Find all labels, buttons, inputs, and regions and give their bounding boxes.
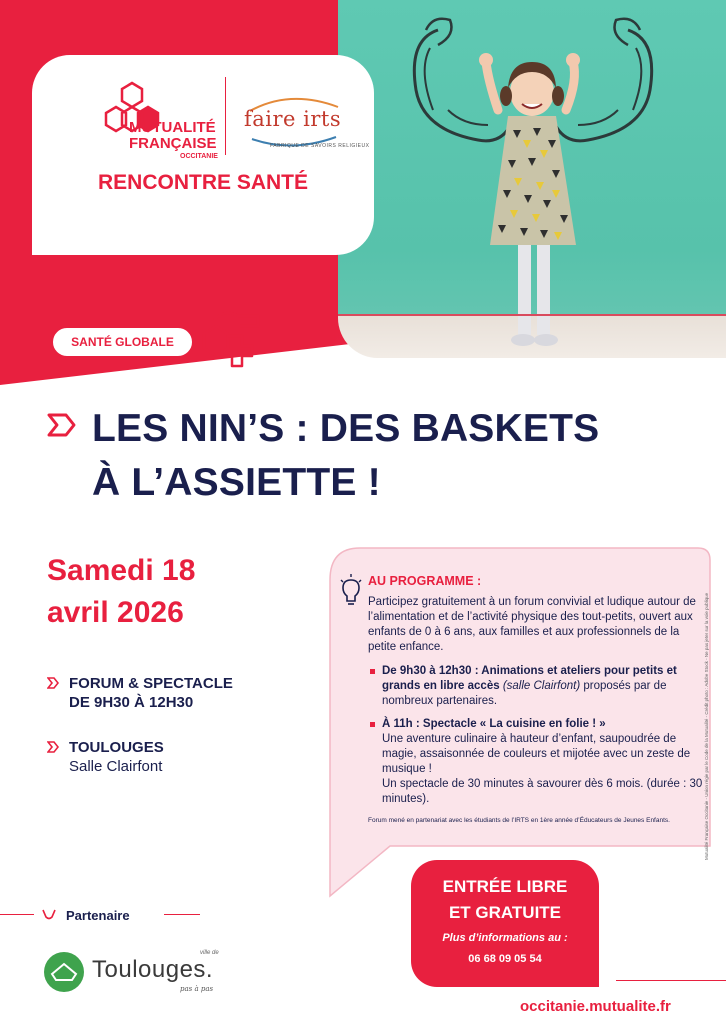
chevron-right-icon [47, 677, 59, 689]
partner-logo-text: faire irts [244, 107, 342, 131]
city-tagline: pas à pas [180, 985, 214, 993]
title-chevron-icon [46, 410, 76, 440]
child-flexing-illustration [338, 0, 726, 358]
program-note: Forum mené en partenariat avec les étudiants de l’IRTS en 1ère année d’Éducateurs de Jeunes Enfants. [368, 817, 670, 824]
partner-logo-sub: FABRIQUE DE SAVOIRS RELIGIEUX [270, 143, 370, 149]
event-date: Samedi 18 avril 2026 [47, 554, 196, 629]
website-link[interactable]: occitanie.mutualite.fr [520, 998, 671, 1015]
program-item: De 9h30 à 12h30 : Animations et ateliers pour petits et grands en libre accès (salle Clairfont) proposés par de nombreux partenaires. [368, 664, 708, 709]
program-intro: Participez gratuitement à un forum convivial et ludique autour de l’alimentation et de l’activité physique des tout-petits, ouvert aux enfants de 0 à 6 ans, aux familles et aux professionnels de la petite enfance. [368, 596, 696, 653]
more-info-label: Plus d’informations au : [442, 932, 568, 944]
heart-hands-icon [42, 908, 56, 920]
org-region: OCCITANIE [180, 153, 218, 160]
program-heading: AU PROGRAMME : [368, 574, 482, 588]
hero-photo [338, 0, 726, 358]
vertical-credit: Mutualité Française Occitanie - Union régie par le Code de la Mutualité - Crédit photo : Adobe Stock - Ne pas jeter sur la voie publique [704, 592, 709, 860]
lightbulb-icon [340, 574, 362, 608]
health-hands-icon [186, 304, 266, 370]
logo-card [32, 55, 374, 255]
program-box [310, 546, 716, 901]
event-type: RENCONTRE SANTÉ [97, 171, 308, 194]
chevron-right-icon [47, 741, 59, 753]
detail-location: TOULOUGES Salle Clairfont [47, 738, 164, 776]
program-item: À 11h : Spectacle « La cuisine en folie ! » Une aventure culinaire à hauteur d’enfant, saupoudrée de magie, assaisonnée de couleurs et mijotée avec un zeste de musique ! Un spectacle de 30 minutes à savourer dès 6 mois. (durée : 30 minutes). [368, 717, 708, 807]
category-badge: SANTÉ GLOBALE [51, 326, 194, 358]
org-name: MUTUALITÉ FRANÇAISE [129, 119, 217, 152]
program-content [368, 574, 708, 825]
detail-time: FORUM & SPECTACLE DE 9H30 À 12H30 [47, 674, 233, 712]
logo-divider [225, 77, 226, 155]
city-name: Toulouges. [92, 956, 214, 983]
entry-title: ENTRÉE LIBRE ET GRATUITE [442, 877, 568, 922]
website-divider [616, 980, 726, 981]
city-small-label: ville de [200, 950, 219, 956]
page-title: LES NIN’S : DES BASKETS À L’ASSIETTE ! [92, 407, 600, 504]
partner-label: Partenaire [66, 908, 130, 923]
phone-number[interactable]: 06 68 09 05 54 [468, 953, 542, 965]
entry-box [411, 860, 599, 987]
